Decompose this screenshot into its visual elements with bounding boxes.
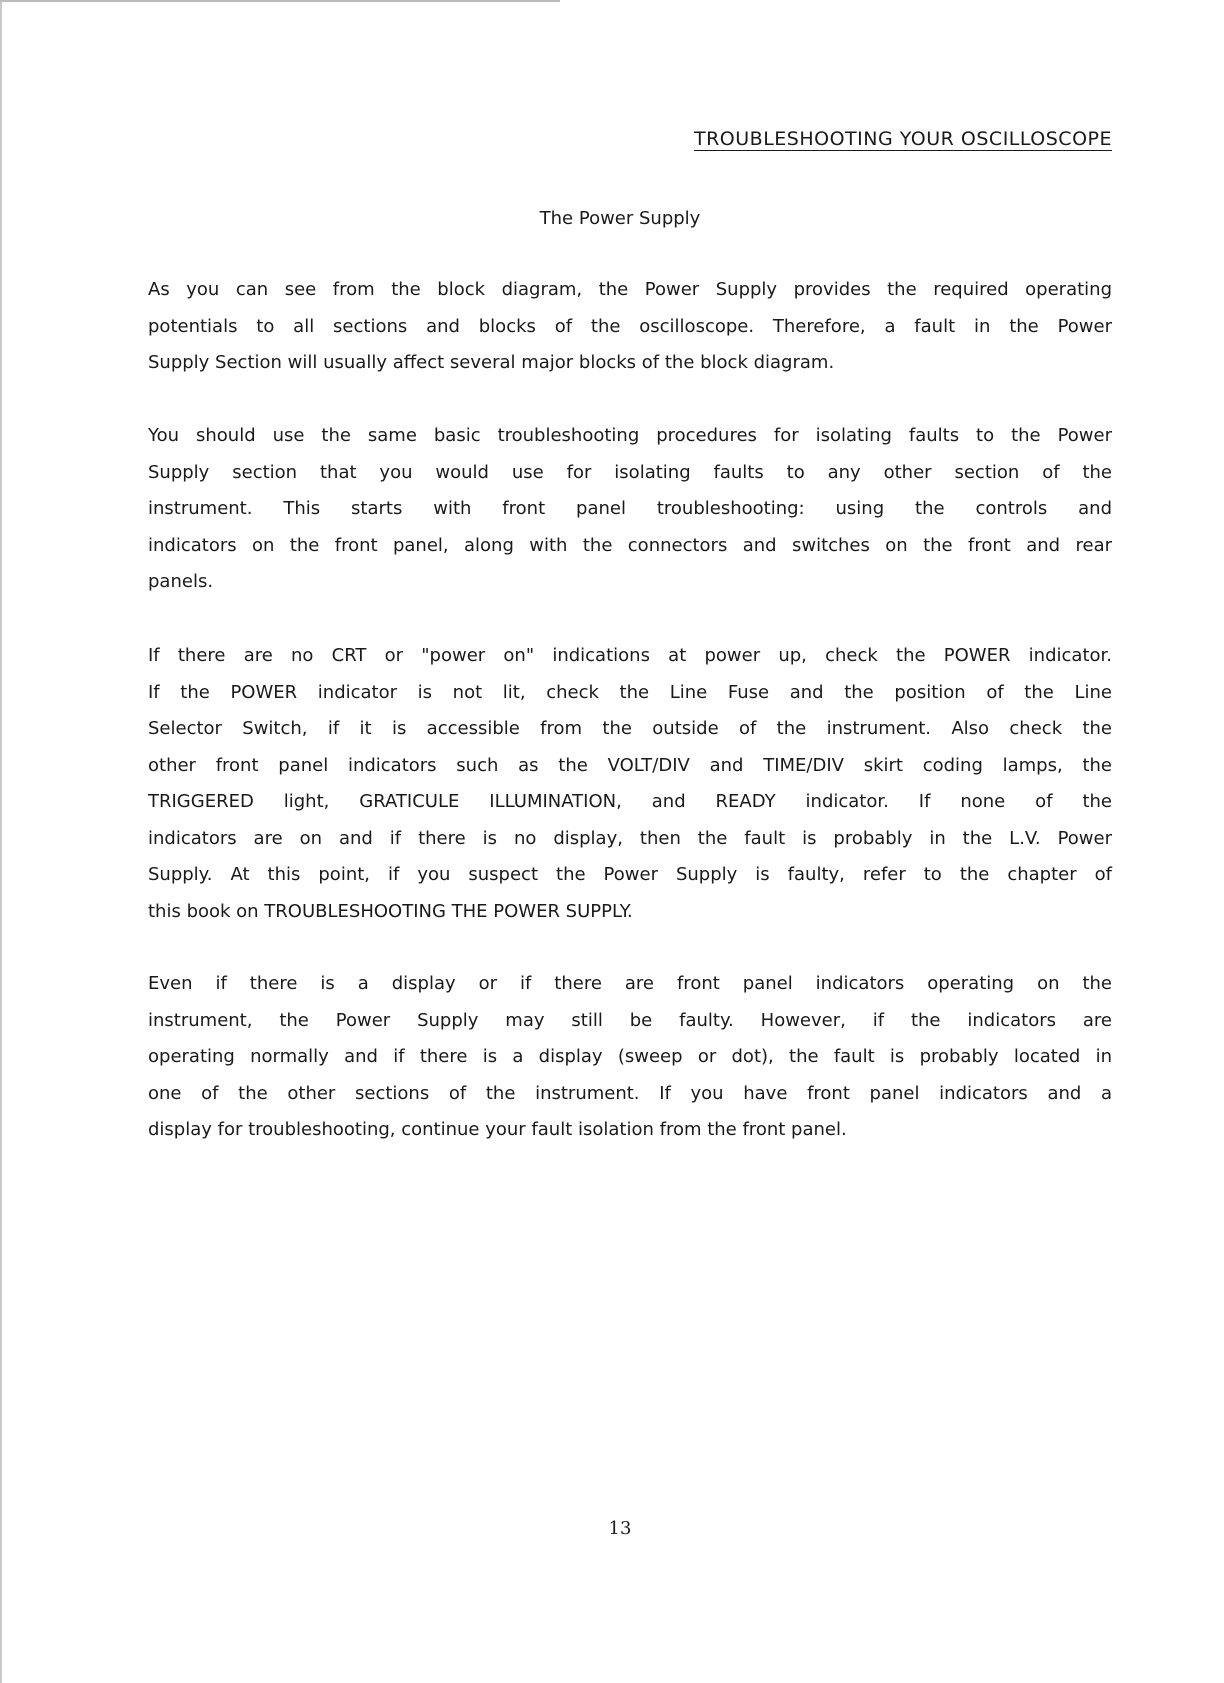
text-line: display for troubleshooting, continue your fault isolation from the front panel.: [148, 1119, 847, 1140]
text-line: this book on TROUBLESHOOTING THE POWER SUPPLY.: [148, 900, 633, 922]
scan-top-line: [0, 0, 560, 2]
running-header: TROUBLESHOOTING YOUR OSCILLOSCOPE: [694, 128, 1112, 150]
text-line: Supply. At this point, if you suspect the Power Supply is faulty, refer to the chapter of: [148, 864, 1112, 885]
text-line: panels.: [148, 571, 214, 592]
text-line: Even if there is a display or if there are front panel indicators operating on the: [148, 973, 1112, 994]
paragraph-4: [148, 966, 1112, 1149]
text-line: You should use the same basic troubleshooting procedures for isolating faults to the Power: [148, 425, 1112, 446]
text-line: operating normally and if there is a display (sweep or dot), the fault is probably located in: [148, 1046, 1112, 1067]
text-line: instrument, the Power Supply may still be faulty. However, if the indicators are: [148, 1009, 1112, 1031]
section-title: The Power Supply: [539, 208, 701, 229]
text-line: As you can see from the block diagram, the Power Supply provides the required operating: [148, 279, 1112, 300]
text-line: TRIGGERED light, GRATICULE ILLUMINATION, and READY indicator. If none of the: [148, 791, 1112, 812]
text-line: Selector Switch, if it is accessible from the outside of the instrument. Also check the: [148, 718, 1112, 739]
page-number: 13: [608, 1518, 632, 1539]
text-line: indicators are on and if there is no display, then the fault is probably in the L.V. Power: [148, 827, 1112, 849]
text-line: If the POWER indicator is not lit, check the Line Fuse and the position of the Line: [148, 681, 1112, 703]
scan-edge: [0, 0, 2, 1683]
text-line: Supply section that you would use for isolating faults to any other section of the: [148, 461, 1112, 483]
text-line: other front panel indicators such as the VOLT/DIV and TIME/DIV skirt coding lamps, the: [148, 754, 1112, 776]
paragraph-2: [148, 418, 1112, 601]
text-line: one of the other sections of the instrument. If you have front panel indicators and a: [148, 1082, 1112, 1104]
paragraph-1: [148, 272, 1112, 382]
text-line: Supply Section will usually affect several major blocks of the block diagram.: [148, 352, 835, 373]
text-line: instrument. This starts with front panel troubleshooting: using the controls and: [148, 498, 1112, 519]
text-line: indicators on the front panel, along with the connectors and switches on the front and rear: [148, 534, 1112, 556]
text-line: If there are no CRT or "power on" indications at power up, check the POWER indicator.: [148, 645, 1112, 666]
paragraph-3: [148, 638, 1112, 930]
text-line: potentials to all sections and blocks of the oscilloscope. Therefore, a fault in the Power: [148, 315, 1112, 337]
